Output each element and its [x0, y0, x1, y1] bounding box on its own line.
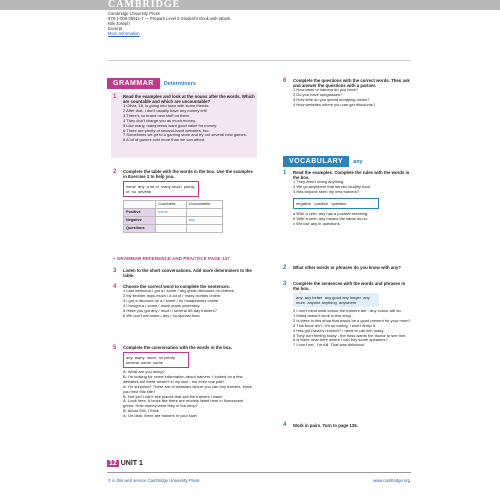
ex1-item: 1 Olivia, 16, is going into town with some friends.	[123, 103, 210, 108]
word: some	[153, 360, 163, 365]
ex6-instruction: Complete the questions with the correct words. Then ask and answer the questions with a partner.	[293, 78, 410, 88]
word: a lot of	[146, 184, 159, 189]
dialogue-line: B: I'm looking for some information about trainers. I looked on a few websites but there weren't in my size - not even one pair!	[123, 373, 243, 384]
vocab-ex4-number: 4	[283, 422, 287, 428]
ex3-instruction: Listen to the short conversations. Add more determiners to the table.	[123, 268, 252, 278]
grammar-reference-text: GRAMMAR REFERENCE AND PRACTICE PAGE 147	[116, 256, 230, 261]
ex1-item: 5 Like many, many teens want good value for money.	[123, 122, 218, 128]
ex6-block	[293, 78, 411, 108]
word: some	[141, 360, 151, 365]
word: negative	[296, 200, 312, 206]
vocab-ex4-instruction: Work in pairs. Turn to page 135.	[293, 423, 358, 428]
ex4-item: 1 Last weekend I got a / some / any great discounts on clothes.	[123, 288, 235, 293]
table-header: Countable	[156, 201, 187, 209]
ex1-item: 6 There are plenty of second-hand websites, too.	[123, 127, 210, 133]
word: many	[134, 355, 145, 360]
vocabulary-subtitle: any	[353, 159, 363, 165]
publisher: Cambridge University Press	[108, 11, 160, 16]
ex4-instruction: Choose the correct word to complete the sentences.	[123, 284, 230, 289]
ex2-block	[123, 169, 255, 233]
word: anyone	[307, 300, 321, 305]
vocabulary-title: VOCABULARY	[283, 156, 349, 167]
word: no	[158, 355, 164, 360]
ex1-number: 1	[113, 94, 117, 100]
table-cell[interactable]: some	[156, 209, 187, 217]
ex4-item: 6 We don't eat some / any / no special food.	[123, 312, 201, 318]
word: many	[160, 184, 171, 189]
word: several	[126, 360, 139, 365]
top-bar	[0, 0, 500, 10]
grammar-reference-link[interactable]	[113, 256, 230, 261]
grammar-subtitle: Determiners	[163, 81, 196, 87]
unit-label: UNIT 1	[120, 460, 143, 467]
author: Niki Joseph	[108, 21, 130, 26]
vocab-ex1-number: 1	[283, 170, 287, 176]
document-meta	[108, 11, 230, 36]
table-row-label: Questions	[124, 225, 156, 233]
table-row-label: Negative	[124, 217, 156, 225]
vocab-ex3-block	[293, 281, 411, 348]
excerpt-label: Excerpt	[108, 26, 123, 31]
dialogue-line: B: About £50, I think.	[123, 408, 160, 414]
word: anything	[321, 300, 337, 305]
word: any	[126, 355, 133, 360]
ex1-item: 2 After that, I don't usually have any money left!	[123, 107, 207, 113]
table-header: Uncountable	[186, 201, 222, 209]
ex5-block	[123, 345, 255, 419]
rule-item: b With a verb, any means the same as no.	[293, 215, 368, 221]
vocab-ex1-item: 1 They aren't doing anything.	[293, 179, 345, 184]
dialogue-line: A: What are you doing?	[123, 369, 165, 374]
footer-divider	[107, 472, 411, 473]
word: any	[138, 184, 145, 189]
vocab-ex3-item: 1 Maria doesn't work in this shop .	[293, 312, 354, 318]
table-cell[interactable]	[186, 209, 222, 217]
grammar-heading	[107, 72, 196, 90]
dialogue-line: B: Not yet! I can't see places that sell the trainers I want!	[123, 393, 223, 399]
ex4-item: 2 My brother buys much / a lot of / many clothes online.	[123, 292, 222, 298]
word: question	[331, 200, 347, 206]
ex6-item: 2 Do you have sunglasses?	[293, 91, 343, 97]
rule-item: c We use any in questions.	[293, 220, 341, 226]
ex1-item: 8 A lot of games cost more than we can afford.	[123, 137, 206, 143]
ex5-word-box	[123, 352, 189, 368]
table-cell[interactable]	[156, 217, 187, 225]
vocab-ex1-word-box	[293, 198, 379, 209]
vocab-ex3-item: 7 I can't eat . I'm full. That was delicious!	[293, 342, 365, 348]
dialogue-line: A: Oh dear, there are trainers in your size!	[123, 413, 198, 419]
vocab-ex2-number: 2	[283, 265, 287, 271]
word: any longer	[342, 295, 361, 300]
word: some	[126, 184, 136, 189]
copyright-link[interactable]: © in this web service Cambridge University Press	[108, 478, 200, 483]
dialogue-line: A: I'm surprised. There are of websites where you can buy trainers. Have you tried this site?	[123, 383, 252, 394]
ex4-item: 5 Have you got any / much / several 80-day trainers?	[123, 307, 217, 313]
word: much	[171, 184, 182, 189]
header-divider	[108, 60, 410, 61]
ex3-number: 3	[113, 268, 117, 274]
ex1-block	[123, 94, 255, 143]
page-number	[107, 460, 143, 467]
ex2-word-box	[123, 181, 199, 197]
word: plenty of	[126, 184, 195, 194]
vocab-ex3-instruction: Complete the sentences with the words and phrases in the box.	[293, 281, 406, 291]
vocab-ex3-item: 0 I don't mind what colour the trainers are - any colour will do.	[293, 308, 402, 313]
dialogue-line: A: Look here. It looks like there are models listed here in fluorescent green. How money were they in the shop?	[123, 398, 244, 409]
vocab-ex3-word-box	[293, 293, 379, 307]
word: positive	[314, 200, 329, 206]
word: much	[146, 355, 157, 360]
word: no	[131, 189, 137, 194]
ex1-item: 7 Sometimes we go to a gaming store and try out several new games.	[123, 132, 247, 138]
arrows-icon: »	[113, 256, 116, 261]
ex1-item: 4 They don't charge you as much money.	[123, 117, 196, 123]
word: plenty	[164, 355, 175, 360]
word: any good	[324, 295, 342, 300]
vocab-ex1-item: 3 Has anyone seen my new trainers?	[293, 188, 360, 194]
grammar-title: GRAMMAR	[107, 78, 160, 89]
table-cell[interactable]: any	[186, 217, 222, 225]
ex2-instruction: Complete the table with the words in the box. Use the examples in Exercise 1 to help you.	[123, 169, 253, 179]
word: several	[138, 189, 152, 194]
vocab-ex1-block	[293, 170, 411, 226]
brand-logo: CAMBRIDGE	[108, 0, 181, 10]
vocab-ex3-item: 2 Is there in this shop that would be a good present for your mum?	[293, 317, 411, 323]
vocab-ex2-instruction: What other words or phrases do you know with any?	[293, 265, 401, 270]
word: anywhere	[338, 300, 357, 305]
page-number-value: 12	[109, 460, 117, 467]
ex6-item: 1 How pairs of trainers do you have?	[293, 87, 359, 92]
table-header	[124, 201, 156, 209]
ex1-instruction: Read the examples and look at the nouns after the words. Which are countable and which are uncountable?	[123, 94, 255, 104]
vocab-ex3-item: 5 Tony isn't feeling today - the boss wants the doctor to see him.	[293, 332, 407, 338]
ex4-number: 4	[113, 284, 117, 290]
ex4-item: 4 I bought a / some / much jeans yesterday.	[123, 302, 201, 308]
vocab-ex3-item: 3 This book isn't - it's so boring. I won't finish it.	[293, 322, 376, 328]
ex1-item: 3 There's no brand new stuff on them.	[123, 112, 191, 118]
isbn-line: 978-1-009-05911-7 — Prepare Level 5 Student's Book with eBook	[108, 16, 231, 21]
vocab-ex3-number: 3	[283, 281, 287, 287]
vocab-ex3-item: 6 Is there near here where I can buy some speakers?	[293, 337, 388, 343]
word: any more	[296, 295, 370, 305]
word: any better	[304, 295, 323, 300]
rule-item: a With a verb, any has a positive meaning.	[293, 210, 369, 216]
website-link[interactable]: www.cambridge.org	[373, 478, 410, 483]
determiner-table	[123, 200, 223, 233]
ex6-item: 4 How websites where you can get discounts?	[293, 101, 376, 107]
table-cell[interactable]	[156, 225, 187, 233]
footer	[108, 478, 410, 483]
vocab-ex1-item: 2 We go anywhere that serves healthy food.	[293, 183, 371, 189]
table-row-label: Positive	[124, 209, 156, 217]
ex2-number: 2	[113, 169, 117, 175]
textbook-page	[107, 72, 411, 472]
table-cell[interactable]	[186, 225, 222, 233]
vocabulary-heading	[283, 150, 363, 168]
vocab-ex3-item: 4 Has got David's number? I need to call him today.	[293, 327, 385, 333]
vocab-ex1-instruction: Read the examples. Complete the rules with the words in the box.	[293, 170, 410, 180]
ex6-number: 6	[283, 78, 287, 84]
more-information-link[interactable]: More Information	[108, 31, 140, 36]
ex5-number: 5	[113, 345, 117, 351]
word: any	[296, 295, 303, 300]
ex6-item: 3 How time do you spend shopping online?	[293, 96, 370, 102]
ex5-instruction: Complete the conversation with the words in the box.	[123, 345, 233, 350]
ex4-item: 3 I got a discount on a / some / no headphones online.	[123, 297, 220, 303]
ex4-block	[123, 284, 255, 318]
